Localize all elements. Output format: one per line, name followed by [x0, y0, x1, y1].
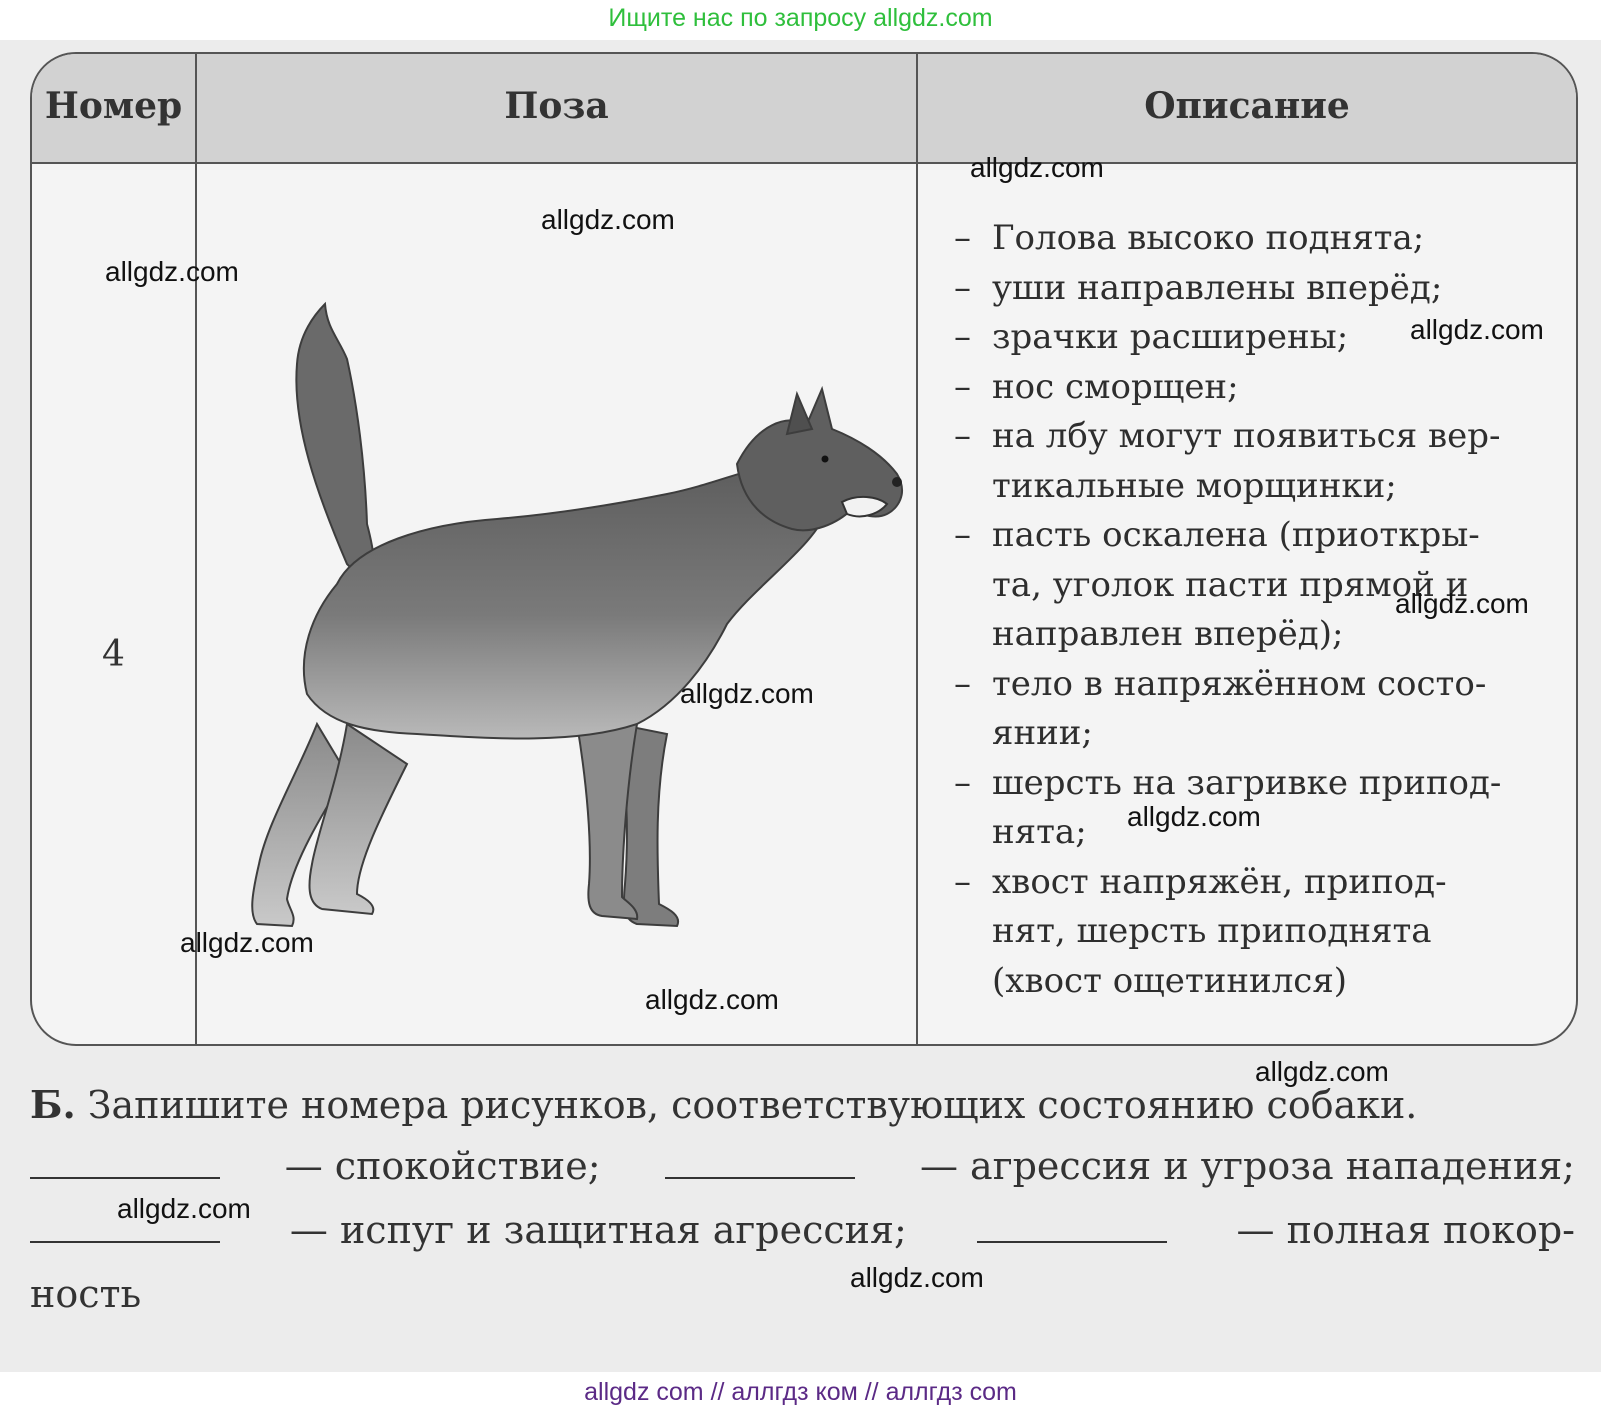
watermark: allgdz.com [117, 1193, 251, 1224]
watermark: allgdz.com [645, 984, 779, 1015]
description-item: – пасть оскалена (приоткры- та, уголок пасти прямой и направлен вперёд); [954, 511, 1501, 660]
description-item: – хвост напряжён, припод- нят, шерсть приподнята (хвост ощетинился) [954, 858, 1501, 1007]
eye [822, 456, 829, 463]
watermark: allgdz.com [105, 256, 239, 287]
ear [787, 394, 812, 434]
task-text: Запишите номера рисунков, соответствующих состоянию собаки. [87, 1083, 1418, 1127]
answer-blank[interactable] [977, 1211, 1167, 1243]
description-item: – на лбу могут появиться вер- тикальные морщинки; [954, 412, 1501, 511]
table-header [32, 54, 1576, 164]
cell-number [32, 164, 195, 1044]
answer-label: — агрессия и угроза нападения; [919, 1144, 1575, 1188]
watermark: allgdz.com [1255, 1056, 1389, 1087]
nose [892, 477, 902, 487]
answer-blank[interactable] [30, 1147, 220, 1179]
watermark: allgdz.com [1127, 801, 1261, 832]
task-title [30, 1082, 1417, 1127]
watermark: allgdz.com [1395, 588, 1529, 619]
description-item: – нос сморщен; [954, 363, 1501, 413]
description-item: – шерсть на загривке припод- нята; [954, 759, 1501, 858]
answer-line-2 [30, 1208, 1575, 1252]
answer-blank[interactable] [665, 1147, 855, 1179]
watermark: allgdz.com [850, 1262, 984, 1293]
description-item: – Голова высоко поднята; [954, 214, 1501, 264]
answer-label: — спокойствие; [284, 1144, 601, 1188]
cell-pose [197, 164, 916, 1044]
watermark: allgdz.com [1410, 314, 1544, 345]
watermark: allgdz.com [541, 204, 675, 235]
pose-table [30, 52, 1578, 1046]
bottom-banner[interactable]: allgdz com // аллгдз ком // аллгдз com [0, 1372, 1601, 1412]
task-letter: Б. [30, 1082, 76, 1127]
description-item: – тело в напряжённом состо- янии; [954, 660, 1501, 759]
answer-line-1 [30, 1144, 1575, 1188]
description-item: – зрачки расширены; [954, 313, 1501, 363]
watermark: allgdz.com [680, 678, 814, 709]
watermark: allgdz.com [970, 152, 1104, 183]
header-pose: Поза [504, 85, 609, 127]
wolf-dog-illustration [197, 164, 916, 1044]
header-number: Номер [44, 85, 183, 127]
answer-label: — испуг и защитная агрессия; [289, 1208, 907, 1252]
description-item: – уши направлены вперёд; [954, 264, 1501, 314]
answer-line-3 [30, 1272, 1575, 1316]
header-description: Описание [1144, 85, 1350, 127]
answer-label: — полная покор- [1236, 1208, 1575, 1252]
watermark: allgdz.com [180, 927, 314, 958]
answer-label: ность [30, 1272, 142, 1316]
row-number: 4 [102, 634, 125, 675]
tail [296, 304, 373, 584]
top-banner[interactable]: Ищите нас по запросу allgdz.com [0, 0, 1601, 40]
